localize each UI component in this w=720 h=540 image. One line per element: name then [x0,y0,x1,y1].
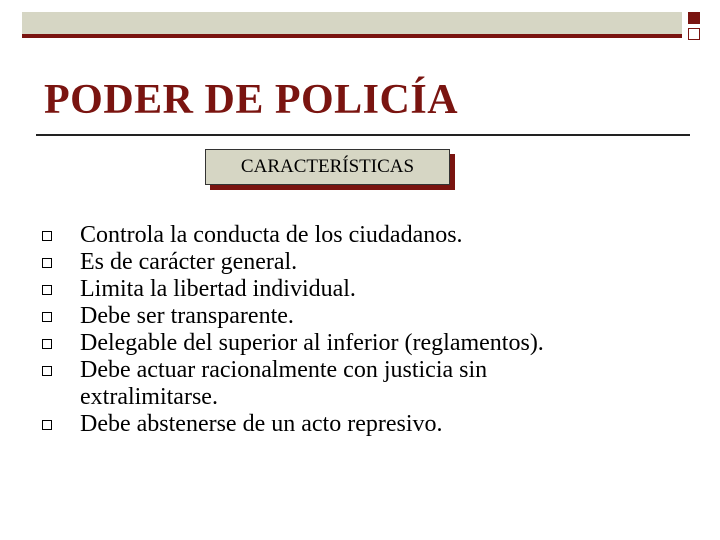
title-divider [36,134,690,136]
list-item [40,330,690,357]
list-item-text: Debe ser transparente. [80,303,294,329]
list-item [40,357,600,411]
list-item-text: Debe actuar racionalmente con justicia sin extralimitarse. [80,357,488,410]
list-item-text: Debe abstenerse de un acto represivo. [80,411,443,437]
hollow-square-bullet-icon [42,339,52,349]
list-item [40,276,690,303]
characteristics-badge: CARACTERÍSTICAS [205,149,450,185]
characteristics-list [40,222,690,438]
top-decorative-bar [22,12,682,38]
list-item [40,249,690,276]
list-item-text: Controla la conducta de los ciudadanos. [80,222,463,248]
list-item [40,411,690,438]
list-item [40,303,690,330]
corner-filled-square-icon [688,12,700,24]
hollow-square-bullet-icon [42,420,52,430]
hollow-square-bullet-icon [42,231,52,241]
hollow-square-bullet-icon [42,366,52,376]
slide-title: PODER DE POLICÍA [44,77,459,123]
corner-outline-square-icon [688,28,700,40]
list-item-text: Limita la libertad individual. [80,276,356,302]
list-item-text: Es de carácter general. [80,249,298,275]
hollow-square-bullet-icon [42,312,52,322]
hollow-square-bullet-icon [42,258,52,268]
hollow-square-bullet-icon [42,285,52,295]
list-item [40,222,690,249]
list-item-text: Delegable del superior al inferior (reglamentos). [80,330,544,356]
